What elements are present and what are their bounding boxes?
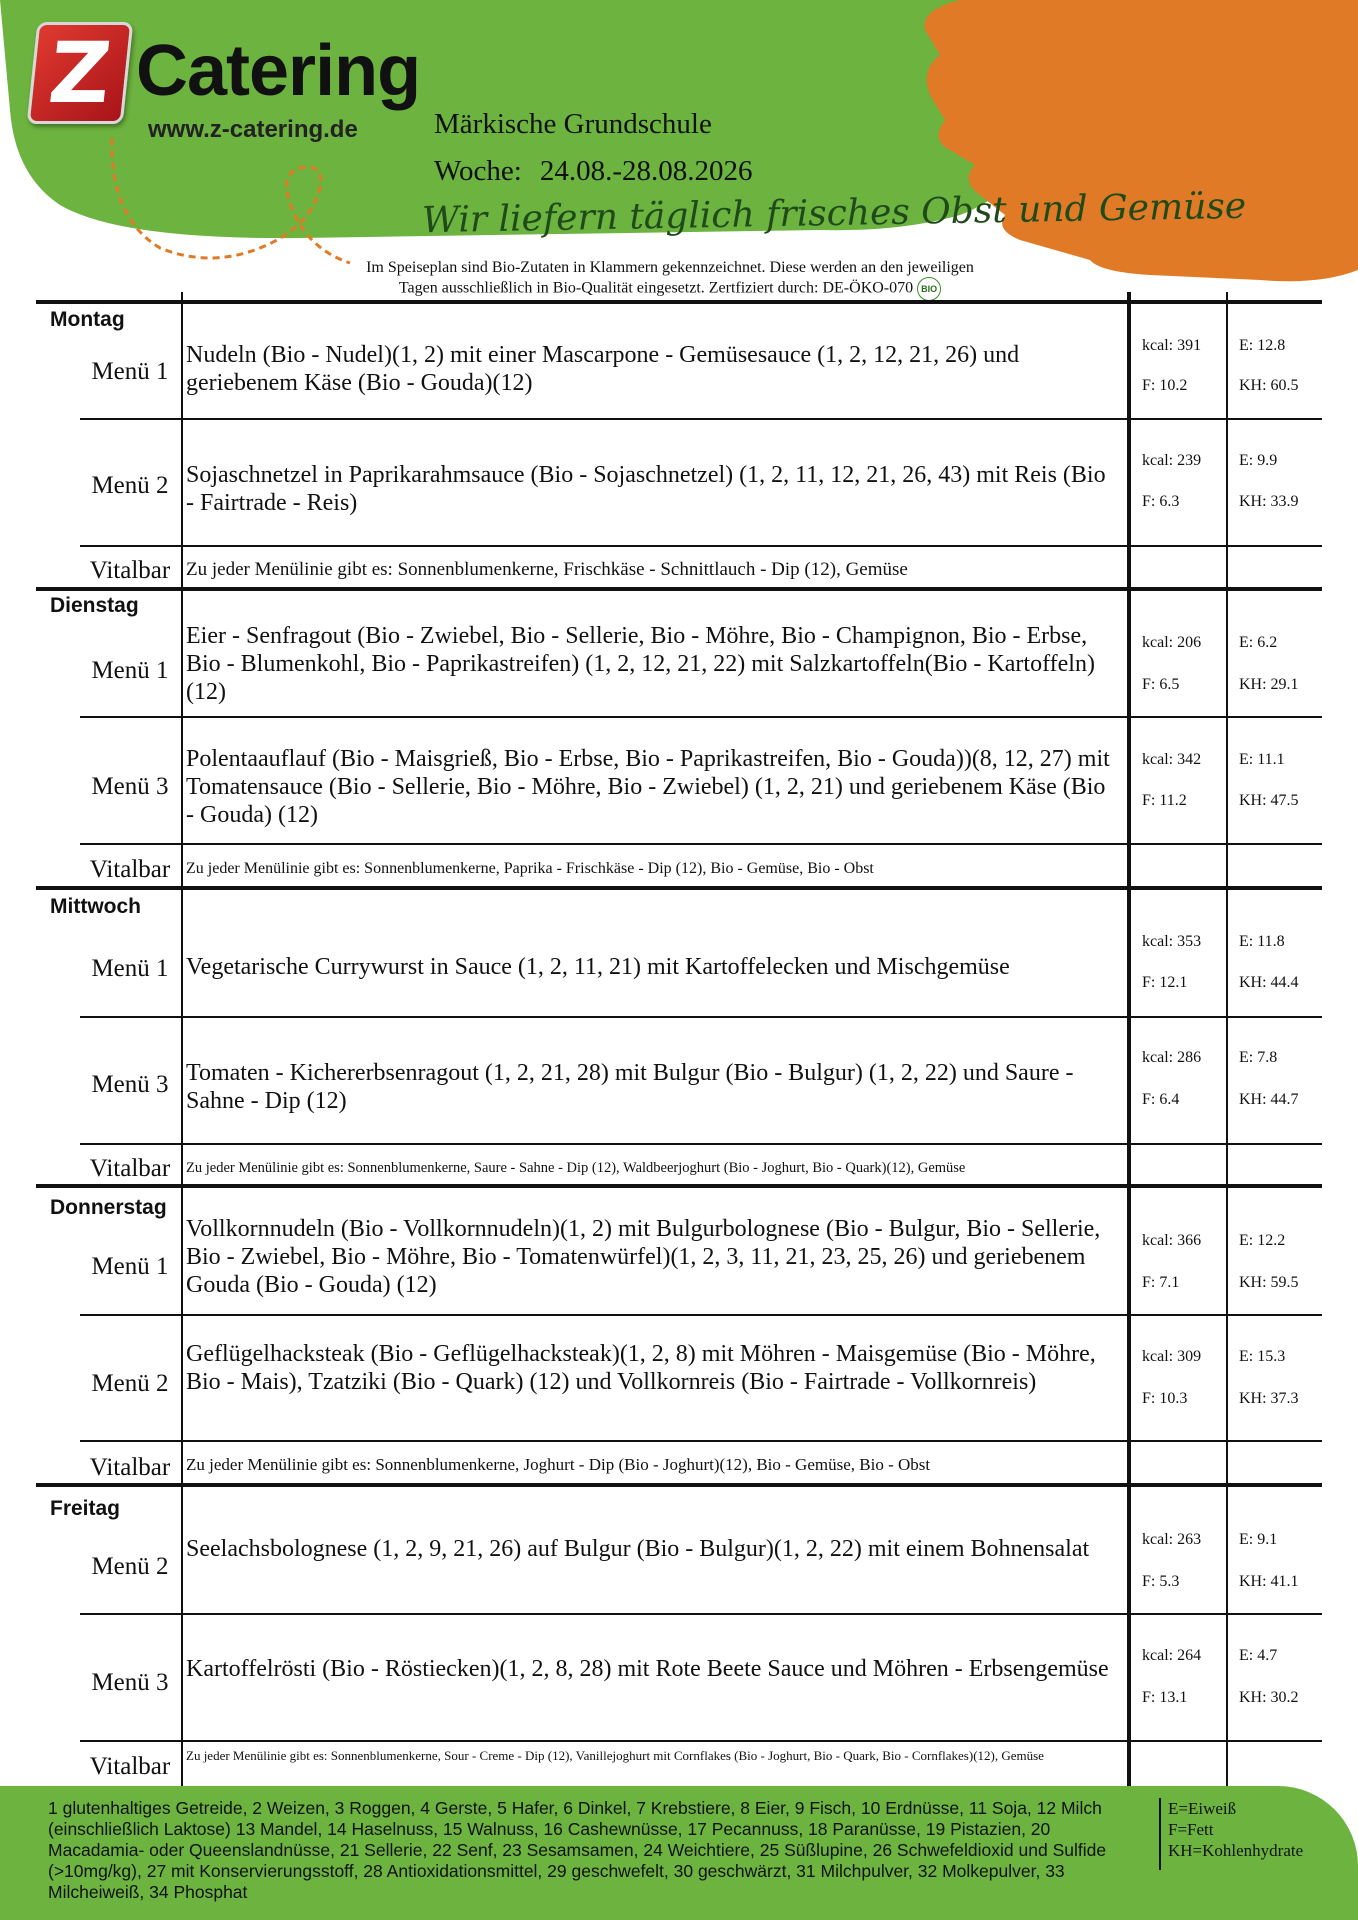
protein-value: E: 11.1 <box>1239 751 1285 768</box>
protein-value: E: 12.8 <box>1239 337 1286 354</box>
vitalbar-label: Vitalbar <box>89 856 171 883</box>
menu-label: Menü 1 <box>91 1253 169 1280</box>
kcal-value: kcal: 309 <box>1142 1348 1202 1365</box>
carbs-value: KH: 44.4 <box>1239 974 1299 991</box>
kcal-value: kcal: 391 <box>1142 337 1202 354</box>
fat-value: F: 12.1 <box>1142 974 1188 991</box>
menu-label: Menü 3 <box>91 1669 169 1696</box>
grid-line-day <box>36 300 1322 304</box>
kcal-value: kcal: 206 <box>1142 634 1202 651</box>
carbs-value: KH: 41.1 <box>1239 1573 1299 1590</box>
vitalbar-label: Vitalbar <box>89 1454 171 1481</box>
dish-text: Vollkornnudeln (Bio - Vollkornnudeln)(1, 2) mit Bulgurbolognese (Bio - Bulgur, Bio - Sellerie, Bio - Zwiebel, Bio - Möhre, Bio - Tomatenwürfel)(1, 2, 3, 11, 21, 23, 25, 26) und geriebenem Gouda (Bio - Gouda) (12) <box>186 1216 1101 1298</box>
protein-value: E: 9.9 <box>1239 452 1278 469</box>
dish-text: Polentaauflauf (Bio - Maisgrieß, Bio - Erbse, Bio - Paprikastreifen, Bio - Gouda))(8, 12, 27) mit Tomatensauce (Bio - Sellerie, Bio - Möhre, Bio - Zwiebel) (1, 2, 21) und geriebenem Käse (Bio - Gouda) (12) <box>186 746 1110 828</box>
menu-label: Menü 1 <box>91 358 169 385</box>
fat-value: F: 5.3 <box>1142 1573 1180 1590</box>
dish-text: Geflügelhacksteak (Bio - Geflügelhacksteak)(1, 2, 8) mit Möhren - Maisgemüse (Bio - Möhre, Bio - Mais), Tzatziki (Bio - Quark) (12) und Vollkornreis (Bio - Fairtrade - Vollkornreis) <box>186 1341 1096 1395</box>
kcal-value: kcal: 286 <box>1142 1049 1202 1066</box>
logo-z-icon: Z <box>27 22 134 124</box>
bio-note-line-2: Tagen ausschließlich in Bio-Qualität eingesetzt. Zertfiziert durch: DE-ÖKO-070 BIO <box>300 277 1040 301</box>
legend-divider <box>1159 1798 1161 1870</box>
week-label: Woche: <box>434 155 522 187</box>
grid-line-day <box>36 1184 1322 1188</box>
fat-value: F: 6.3 <box>1142 493 1180 510</box>
grid-vline-nutrition-inner <box>1226 292 1228 1788</box>
carbs-value: KH: 47.5 <box>1239 792 1299 809</box>
menu-label: Menü 2 <box>91 1553 169 1580</box>
day-title: Montag <box>50 308 125 331</box>
legend-fat: F=Fett <box>1168 1820 1214 1839</box>
week-line <box>434 155 753 188</box>
vitalbar-text: Zu jeder Menülinie gibt es: Sonnenblumenkerne, Frischkäse - Schnittlauch - Dip (12), Gemüse <box>186 559 908 580</box>
header-orange-shape <box>900 0 1358 300</box>
carbs-value: KH: 44.7 <box>1239 1091 1299 1108</box>
carbs-value: KH: 60.5 <box>1239 377 1299 394</box>
legend-carbs: KH=Kohlenhydrate <box>1168 1841 1304 1860</box>
vitalbar-text: Zu jeder Menülinie gibt es: Sonnenblumenkerne, Sour - Creme - Dip (12), Vanillejoghurt mit Cornflakes (Bio - Joghurt, Bio - Quark, Bio - Cornflakes)(12), Gemüse <box>186 1748 1044 1763</box>
protein-value: E: 4.7 <box>1239 1647 1278 1664</box>
menu-label: Menü 2 <box>91 1370 169 1397</box>
grid-line <box>80 843 1322 845</box>
dish-text: Tomaten - Kichererbsenragout (1, 2, 21, 28) mit Bulgur (Bio - Bulgur) (1, 2, 22) und Saure - Sahne - Dip (12) <box>186 1060 1074 1114</box>
kcal-value: kcal: 366 <box>1142 1232 1202 1249</box>
dish-text: Vegetarische Currywurst in Sauce (1, 2, 11, 21) mit Kartoffelecken und Mischgemüse <box>186 954 1010 980</box>
day-title: Freitag <box>50 1497 121 1520</box>
protein-value: E: 11.8 <box>1239 933 1285 950</box>
dish-text: Nudeln (Bio - Nudel)(1, 2) mit einer Mascarpone - Gemüsesauce (1, 2, 12, 21, 26) und geriebenem Käse (Bio - Gouda)(12) <box>186 342 1020 396</box>
carbs-value: KH: 37.3 <box>1239 1390 1299 1407</box>
kcal-value: kcal: 239 <box>1142 452 1202 469</box>
slogan: Wir liefern täglich frisches Obst und Gemüse <box>421 185 1247 242</box>
week-range: 24.08.-28.08.2026 <box>539 155 753 187</box>
grid-line <box>80 1016 1322 1018</box>
protein-value: E: 6.2 <box>1239 634 1278 651</box>
grid-line-day <box>36 1483 1322 1487</box>
dish-text: Sojaschnetzel in Paprikarahmsauce (Bio - Sojaschnetzel) (1, 2, 11, 12, 21, 26, 43) mit Reis (Bio - Fairtrade - Reis) <box>186 462 1106 516</box>
brand-name: Catering <box>136 31 421 111</box>
vitalbar-text: Zu jeder Menülinie gibt es: Sonnenblumenkerne, Saure - Sahne - Dip (12), Waldbeerjoghurt (Bio - Joghurt, Bio - Quark)(12), Gemüse <box>186 1160 966 1176</box>
protein-value: E: 7.8 <box>1239 1049 1278 1066</box>
grid-line <box>80 1143 1322 1145</box>
day-title: Donnerstag <box>50 1196 167 1219</box>
dish-text: Eier - Senfragout (Bio - Zwiebel, Bio - Sellerie, Bio - Möhre, Bio - Champignon, Bio - Erbse, Bio - Blumenkohl, Bio - Paprikastreifen) (1, 2, 12, 21, 22) mit Salzkartoffeln(Bio - Kartoffeln) (12) <box>186 623 1095 705</box>
carbs-value: KH: 29.1 <box>1239 676 1299 693</box>
day-title: Dienstag <box>50 594 139 617</box>
kcal-value: kcal: 342 <box>1142 751 1202 768</box>
dish-text: Seelachsbolognese (1, 2, 9, 21, 26) auf Bulgur (Bio - Bulgur)(1, 2, 22) mit einem Bohnensalat <box>186 1536 1090 1562</box>
carbs-value: KH: 30.2 <box>1239 1689 1299 1706</box>
kcal-value: kcal: 263 <box>1142 1531 1202 1548</box>
vitalbar-label: Vitalbar <box>89 1155 171 1182</box>
fat-value: F: 10.2 <box>1142 377 1188 394</box>
vitalbar-text: Zu jeder Menülinie gibt es: Sonnenblumenkerne, Joghurt - Dip (Bio - Joghurt)(12), Bio - Gemüse, Bio - Obst <box>186 1455 931 1474</box>
grid-vline-nutrition <box>1127 292 1131 1788</box>
school-name: Märkische Grundschule <box>434 108 712 140</box>
kcal-value: kcal: 264 <box>1142 1647 1202 1664</box>
allergen-list: 1 glutenhaltiges Getreide, 2 Weizen, 3 Roggen, 4 Gerste, 5 Hafer, 6 Dinkel, 7 Krebstiere, 8 Eier, 9 Fisch, 10 Erdnüsse, 11 Soja, 12 Milch (einschließlich Laktose) 13 Mandel, 14 Haselnuss, 15 Walnuss, 16 Cashewnüsse, 17 Pecannuss, 18 Paranüsse, 19 Pistazien, 20 Macadamia- oder Queenslandnüsse, 21 Sellerie, 22 Senf, 23 Sesamsamen, 24 Weichtiere, 25 Süßlupine, 26 Schwefeldioxid und Sulfide (>10mg/kg), 27 mit Konservierungsstoff, 28 Antioxidationsmittel, 29 geschwefelt, 30 geschwärzt, 31 Milchpulver, 32 Molkepulver, 33 Milcheiweiß, 34 Phosphat <box>48 1798 1107 1902</box>
menu-label: Menü 1 <box>91 657 169 684</box>
protein-value: E: 9.1 <box>1239 1531 1278 1548</box>
fat-value: F: 6.4 <box>1142 1091 1180 1108</box>
brand-url[interactable]: www.z-catering.de <box>148 116 358 143</box>
grid-line-day <box>36 886 1322 890</box>
grid-line <box>80 1440 1322 1442</box>
grid-line <box>80 1314 1322 1316</box>
dish-text: Kartoffelrösti (Bio - Röstiecken)(1, 2, 8, 28) mit Rote Beete Sauce und Möhren - Erbsengemüse <box>186 1656 1109 1682</box>
fat-value: F: 6.5 <box>1142 676 1180 693</box>
fat-value: F: 13.1 <box>1142 1689 1188 1706</box>
grid-line <box>80 545 1322 547</box>
grid-line <box>80 716 1322 718</box>
carbs-value: KH: 59.5 <box>1239 1274 1299 1291</box>
kcal-value: kcal: 353 <box>1142 933 1202 950</box>
bio-seal-icon: BIO <box>917 277 941 301</box>
vitalbar-text: Zu jeder Menülinie gibt es: Sonnenblumenkerne, Paprika - Frischkäse - Dip (12), Bio - Gemüse, Bio - Obst <box>186 860 874 877</box>
menu-label: Menü 1 <box>91 955 169 982</box>
vitalbar-label: Vitalbar <box>89 1753 171 1780</box>
grid-line <box>80 1740 1322 1742</box>
carbs-value: KH: 33.9 <box>1239 493 1299 510</box>
menu-label: Menü 3 <box>91 1071 169 1098</box>
protein-value: E: 12.2 <box>1239 1232 1286 1249</box>
menu-label: Menü 2 <box>91 472 169 499</box>
bio-note-line-1: Im Speiseplan sind Bio-Zutaten in Klammern gekennzeichnet. Diese werden an den jeweiligen <box>366 259 974 276</box>
grid-line <box>80 1613 1322 1615</box>
grid-vline-label <box>181 292 183 1788</box>
fat-value: F: 11.2 <box>1142 792 1187 809</box>
bio-note <box>300 258 1040 301</box>
fat-value: F: 7.1 <box>1142 1274 1180 1291</box>
protein-value: E: 15.3 <box>1239 1348 1286 1365</box>
grid-line-day <box>36 587 1322 591</box>
day-title: Mittwoch <box>50 895 141 918</box>
nutrition-legend <box>1168 1798 1303 1861</box>
grid-line <box>80 418 1322 420</box>
fat-value: F: 10.3 <box>1142 1390 1188 1407</box>
menu-label: Menü 3 <box>91 773 169 800</box>
vitalbar-label: Vitalbar <box>89 557 171 584</box>
legend-protein: E=Eiweiß <box>1168 1799 1237 1818</box>
